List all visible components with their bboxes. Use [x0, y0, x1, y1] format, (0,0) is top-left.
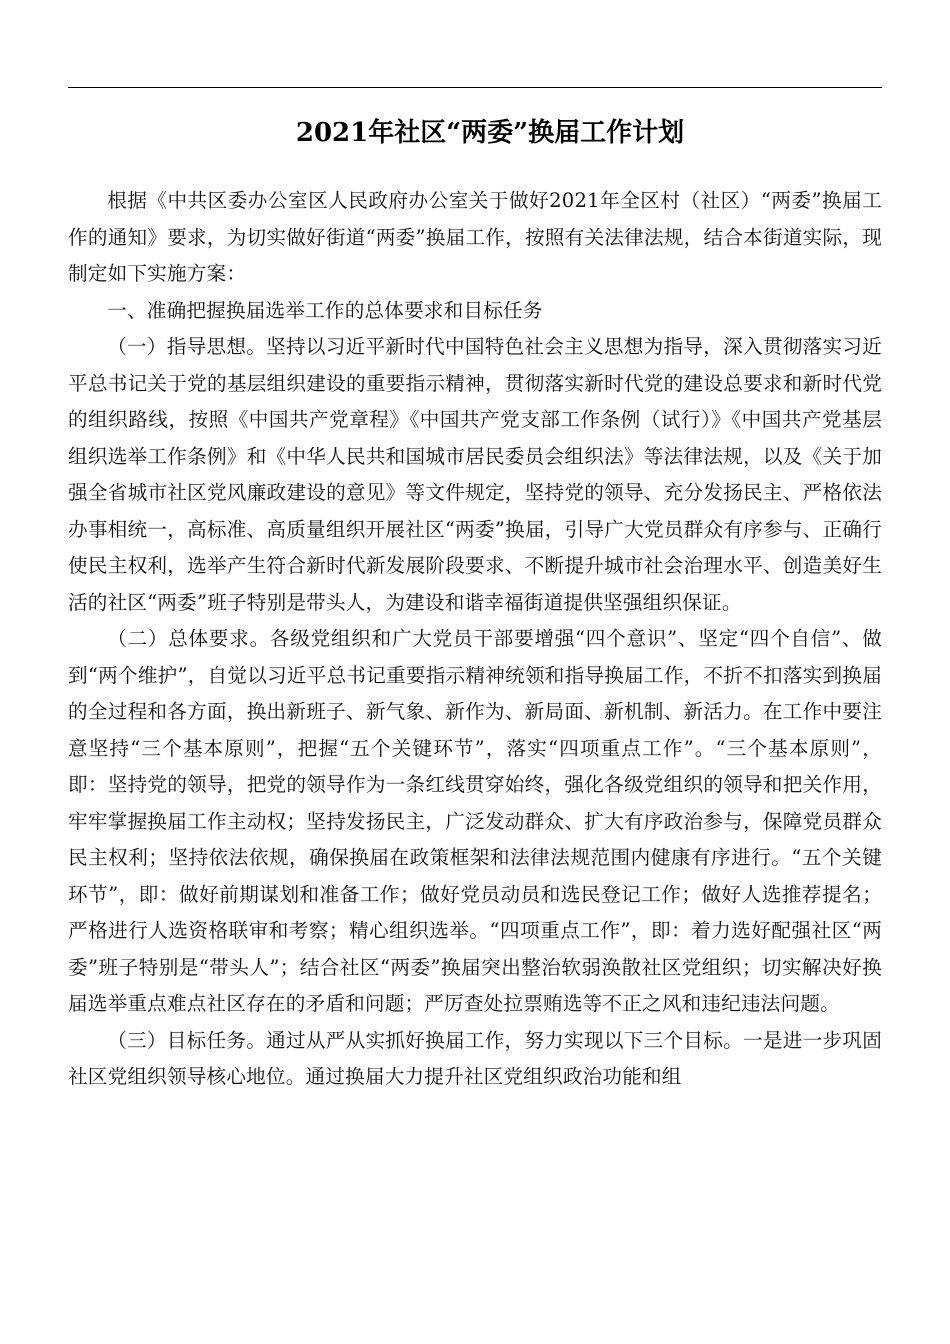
document-title: 2021年社区“两委”换届工作计划 [295, 118, 685, 149]
document-body [68, 183, 882, 1096]
paragraph-target-tasks: （三）目标任务。通过从严从实抓好换届工作，努力实现以下三个目标。一是进一步巩固社区党组织领导核心地位。通过换届大力提升社区党组织政治功能和组 [68, 1028, 882, 1088]
paragraph-guiding-ideology: （一）指导思想。坚持以习近平新时代中国特色社会主义思想为指导，深入贯彻落实习近平总书记关于党的基层组织建设的重要指示精神，贯彻落实新时代党的建设总要求和新时代党的组织路线，按照《中国共产党章程》《中国共产党支部工作条例（试行）》《中国共产党基层组织选举工作条例》和《中华人民共和国城市居民委员会组织法》等法律法规，以及《关于加强全省城市社区党风廉政建设的意见》等文件规定，坚持党的领导、充分发扬民主、严格依法办事相统一，高标准、高质量组织开展社区“两委”换届，引导广大党员群众有序参与、正确行使民主权利，选举产生符合新时代新发展阶段要求、不断提升城市社会治理水平、创造美好生活的社区“两委”班子特别是带头人，为建设和谐幸福街道提供坚强组织保证。 [68, 335, 882, 614]
paragraph-overall-requirements: （二）总体要求。各级党组织和广大党员干部要增强“四个意识”、坚定“四个自信”、做到“两个维护”，自觉以习近平总书记重要指示精神统领和指导换届工作，不折不扣落实到换届的全过程和各方面，换出新班子、新气象、新作为、新局面、新机制、新活力。在工作中要注意坚持“三个基本原则”，把握“五个关键环节”，落实“四项重点工作”。“三个基本原则”，即：坚持党的领导，把党的领导作为一条红线贯穿始终，强化各级党组织的领导和把关作用，牢牢掌握换届工作主动权；坚持发扬民主，广泛发动群众、扩大有序政治参与，保障党员群众民主权利；坚持依法依规，确保换届在政策框架和法律法规范围内健康有序进行。“五个关键环节”，即：做好前期谋划和准备工作；做好党员动员和选民登记工作；做好人选推荐提名；严格进行人选资格联审和考察；精心组织选举。“四项重点工作”，即：着力选好配强社区“两委”班子特别是“带头人”；结合社区“两委”换届突出整治软弱涣散社区党组织；切实解决好换届选举重点难点社区存在的矛盾和问题；严厉查处拉票贿选等不正之风和违纪违法问题。 [68, 627, 882, 1015]
header-rule [68, 87, 882, 88]
paragraph-intro: 根据《中共区委办公室区人民政府办公室关于做好2021年全区村（社区）“两委”换届工作的通知》要求，为切实做好街道“两委”换届工作，按照有关法律法规，结合本街道实际，现制定如下实施方案： [68, 189, 882, 285]
section-heading-1: 一、准确把握换届选举工作的总体要求和目标任务 [107, 298, 543, 322]
